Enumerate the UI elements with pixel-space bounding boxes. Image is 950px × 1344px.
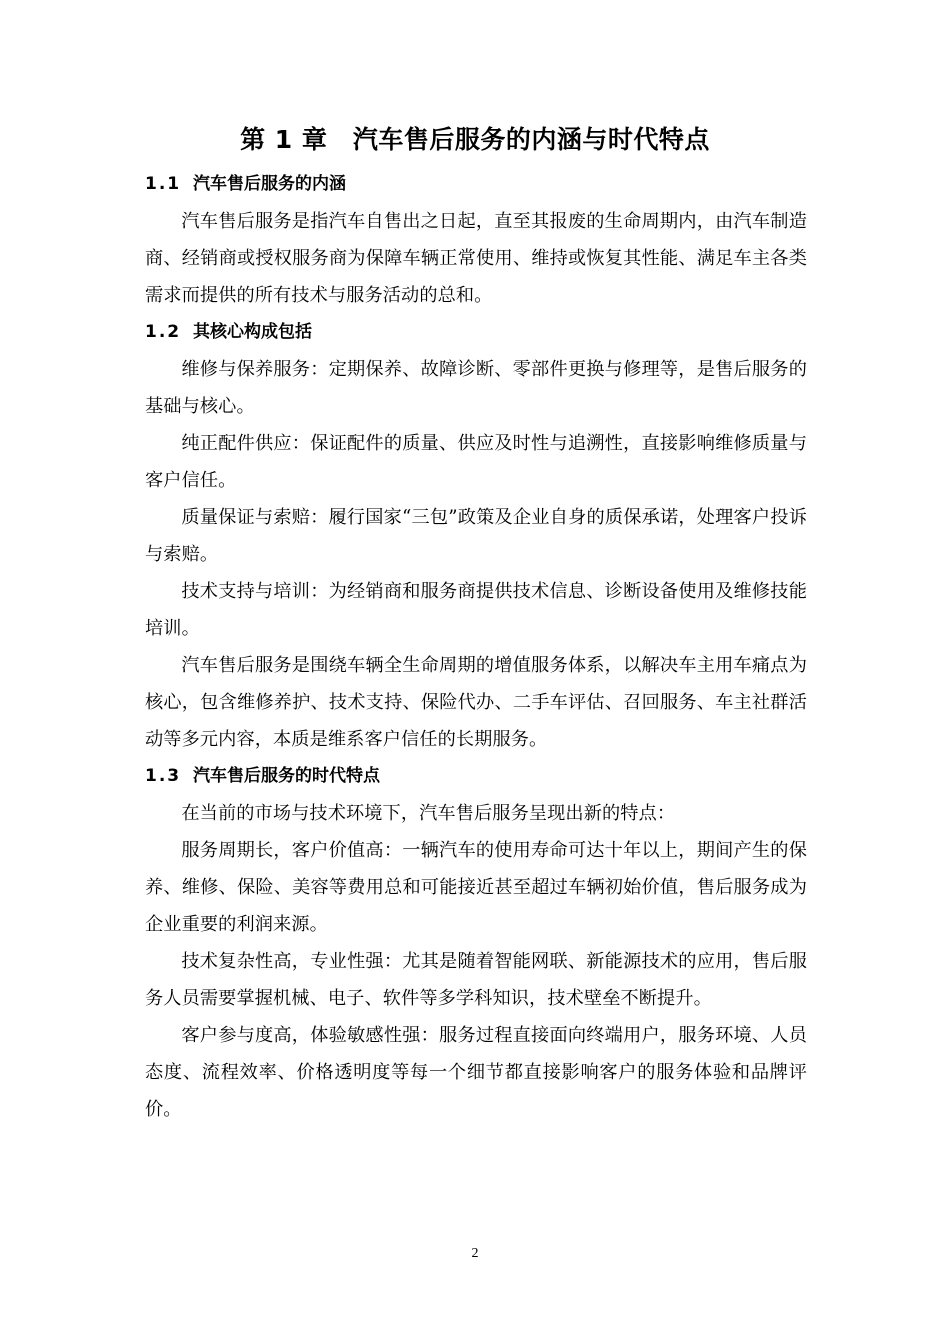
section-heading (145, 758, 807, 795)
paragraph: 维修与保养服务：定期保养、故障诊断、零部件更换与修理等，是售后服务的基础与核心。 (145, 359, 807, 417)
section-heading (145, 166, 807, 203)
section-title: 汽车售后服务的时代特点 (193, 766, 380, 786)
paragraph: 客户参与度高，体验敏感性强：服务过程直接面向终端用户，服务环境、人员态度、流程效率、价格透明度等每一个细节都直接影响客户的服务体验和品牌评价。 (145, 1025, 807, 1120)
page-number: 2 (471, 1246, 479, 1261)
section-number: 1.1 (145, 174, 182, 194)
paragraph: 在当前的市场与技术环境下，汽车售后服务呈现出新的特点： (181, 803, 676, 824)
document-body (145, 166, 807, 1128)
paragraph: 技术复杂性高，专业性强：尤其是随着智能网联、新能源技术的应用，售后服务人员需要掌握机械、电子、软件等多学科知识，技术壁垒不断提升。 (145, 951, 807, 1009)
section-title: 其核心构成包括 (193, 322, 312, 342)
paragraph: 服务周期长，客户价值高：一辆汽车的使用寿命可达十年以上，期间产生的保养、维修、保险、美容等费用总和可能接近甚至超过车辆初始价值，售后服务成为企业重要的利润来源。 (145, 840, 807, 935)
chapter-title: 第 1 章 汽车售后服务的内涵与时代特点 (240, 125, 710, 154)
paragraph: 技术支持与培训：为经销商和服务商提供技术信息、诊断设备使用及维修技能培训。 (145, 581, 807, 639)
paragraph: 汽车售后服务是指汽车自售出之日起，直至其报废的生命周期内，由汽车制造商、经销商或授权服务商为保障车辆正常使用、维持或恢复其性能、满足车主各类需求而提供的所有技术与服务活动的总和。 (145, 211, 807, 306)
section-1-2 (145, 314, 807, 758)
paragraph: 纯正配件供应：保证配件的质量、供应及时性与追溯性，直接影响维修质量与客户信任。 (145, 433, 807, 491)
section-1-1 (145, 166, 807, 314)
section-1-3 (145, 758, 807, 1128)
paragraph: 质量保证与索赔：履行国家“三包”政策及企业自身的质保承诺，处理客户投诉与索赔。 (145, 507, 807, 565)
section-number: 1.3 (145, 766, 182, 786)
paragraph: 汽车售后服务是围绕车辆全生命周期的增值服务体系，以解决车主用车痛点为核心，包含维修养护、技术支持、保险代办、二手车评估、召回服务、车主社群活动等多元内容，本质是维系客户信任的长期服务。 (145, 655, 807, 750)
section-heading (145, 314, 807, 351)
section-number: 1.2 (145, 322, 182, 342)
section-title: 汽车售后服务的内涵 (193, 174, 346, 194)
